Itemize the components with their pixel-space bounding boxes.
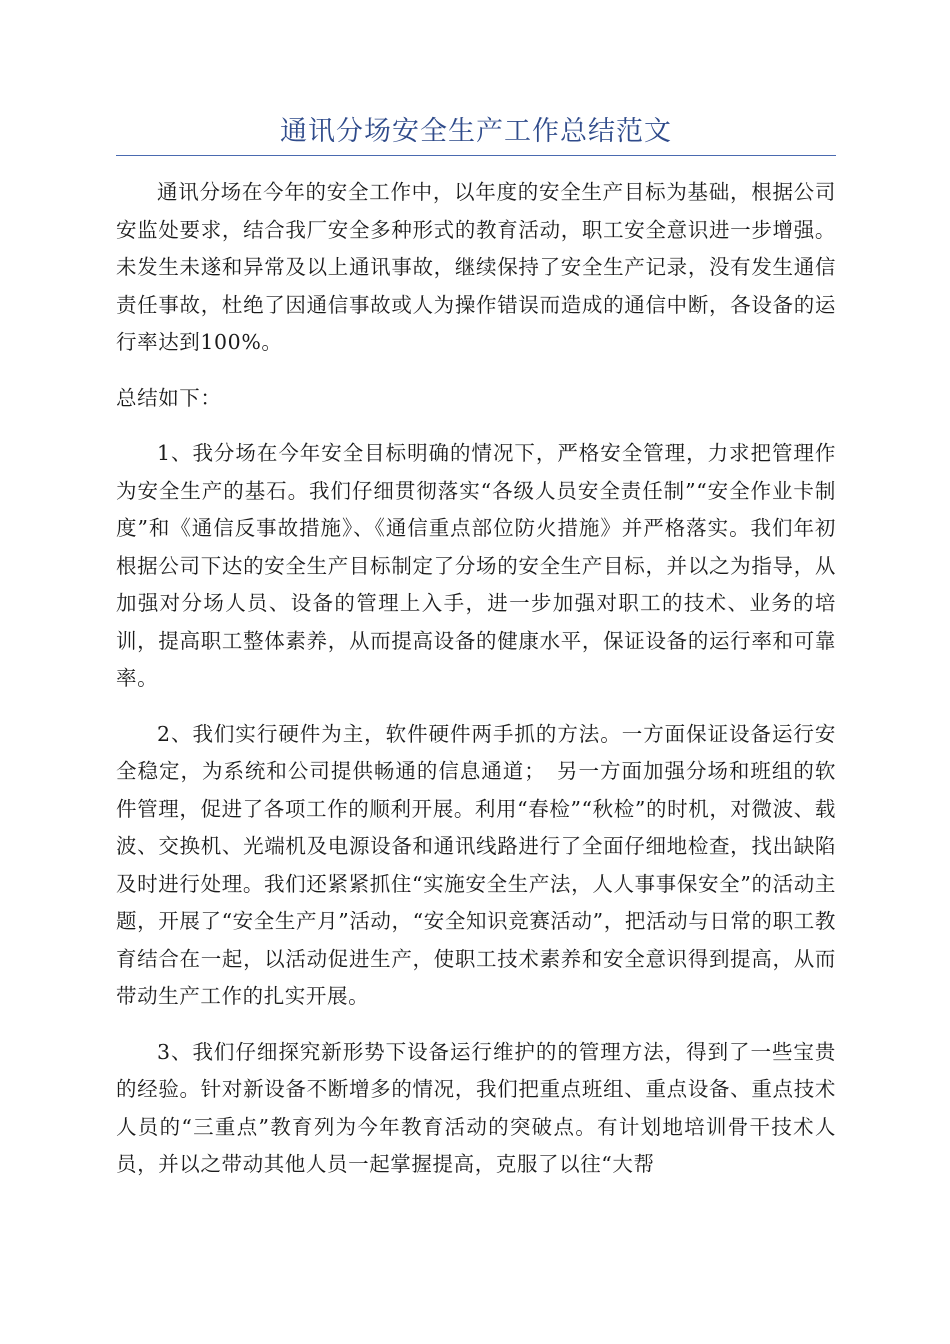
paragraph-item-3: 3、我们仔细探究新形势下设备运行维护的的管理方法，得到了一些宝贵的经验。针对新设备不断增多的情况，我们把重点班组、重点设备、重点技术人员的“三重点”教育列为今年教育活动的突破点。有计划地培训骨干技术人员，并以之带动其他人员一起掌握提高，克服了以往“大帮 [116, 1039, 836, 1176]
paragraph-item-2: 2、我们实行硬件为主，软件硬件两手抓的方法。一方面保证设备运行安全稳定，为系统和公司提供畅通的信息通道； 另一方面加强分场和班组的软件管理，促进了各项工作的顺利开展。利用“春检”“秋检”的时机，对微波、载波、交换机、光端机及电源设备和通讯线路进行了全面仔细地检查，找出缺陷及时进行处理。我们还紧紧抓住“实施安全生产法，人人事事保安全”的活动主题，开展了“安全生产月”活动，“安全知识竞赛活动”，把活动与日常的职工教育结合在一起，以活动促进生产，使职工技术素养和安全意识得到提高，从而带动生产工作的扎实开展。 [116, 721, 836, 1008]
paragraph-intro: 通讯分场在今年的安全工作中，以年度的安全生产目标为基础，根据公司安监处要求，结合我厂安全多种形式的教育活动，职工安全意识进一步增强。未发生未遂和异常及以上通讯事故，继续保持了安全生产记录，没有发生通信责任事故，杜绝了因通信事故或人为操作错误而造成的通信中断，各设备的运行率达到100%。 [116, 180, 836, 354]
document-title: 通讯分场安全生产工作总结范文 [116, 112, 836, 156]
document-page [116, 112, 836, 1202]
paragraph-summary-heading: 总结如下： [116, 385, 222, 410]
paragraph-item-1: 1、我分场在今年安全目标明确的情况下，严格安全管理，力求把管理作为安全生产的基石。我们仔细贯彻落实“各级人员安全责任制”“安全作业卡制度”和《通信反事故措施》、《通信重点部位防火措施》并严格落实。我们年初根据公司下达的安全生产目标制定了分场的安全生产目标，并以之为指导，从加强对分场人员、设备的管理上入手，进一步加强对职工的技术、业务的培训，提高职工整体素养，从而提高设备的健康水平，保证设备的运行率和可靠率。 [116, 441, 836, 690]
